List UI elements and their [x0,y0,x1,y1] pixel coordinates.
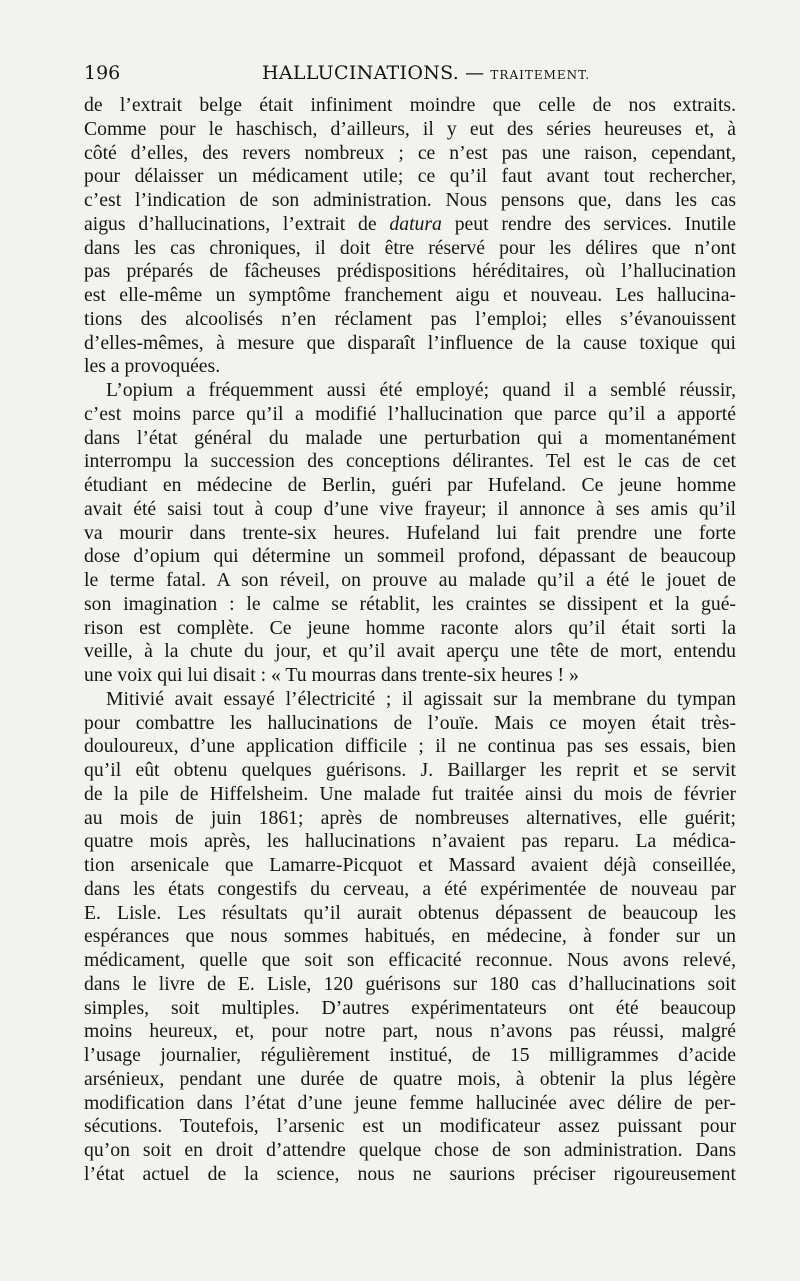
text-line: L’opium a fréquemment aussi été employé; quand il a semblé réussir, [106,379,736,401]
text-line: pour combattre les hallucinations de l’ouïe. Mais ce moyen était très- [84,711,736,734]
text-line: moins heureux, et, pour notre part, nous n’avons pas réussi, malgré [84,1020,736,1043]
text-line: le terme fatal. A son réveil, on prouve au malade qu’il a été le jouet de [84,569,736,591]
text-line: dans l’état général du malade une perturbation qui a momentanément [84,426,736,449]
text-line: qu’on soit en droit d’attendre quelque chose de son administration. Dans [84,1139,736,1161]
text-line: dans les états congestifs du cerveau, a été expérimentée de nouveau par [84,877,736,900]
text-line: c’est l’indication de son administration. Nous pensons que, dans les cas [84,189,736,211]
text-line: espérances que nous sommes habitués, en médecine, à fonder sur un [84,925,736,948]
text-line: Comme pour le haschisch, d’ailleurs, il y eut des séries heureuses et, à [84,117,736,140]
text-line: interrompu la succession des conceptions délirantes. Tel est le cas de cet [84,450,736,473]
text-line: rison est complète. Ce jeune homme raconte alors qu’il était sorti la [84,616,736,639]
text-line: qu’il eût obtenu quelques guérisons. J. Baillarger les reprit et se servit [84,759,736,781]
title-dash: — [465,62,485,84]
italic-term: datura [389,212,442,235]
text-line: dans le livre de E. Lisle, 120 guérisons sur 180 cas d’hallucinations soit [84,972,736,995]
text-line: étudiant en médecine de Berlin, guéri par Hufeland. Ce jeune homme [84,474,736,496]
text-line: avait été saisi tout à coup d’une vive frayeur; il annonce à ses amis qu’il [84,497,736,520]
text-line: au mois de juin 1861; après de nombreuses alternatives, elle guérit; [84,806,736,829]
text-line: de la pile de Hiffelsheim. Une malade fut traitée ainsi du mois de février [84,782,736,805]
text-line: quatre mois après, les hallucinations n’avaient pas reparu. La médica- [84,830,736,853]
text-line: c’est moins parce qu’il a modifié l’hallucination que parce qu’il a apporté [84,402,736,425]
text-line: modification dans l’état d’une jeune femme hallucinée avec délire de per- [84,1091,736,1114]
text-line: E. Lisle. Les résultats qu’il aurait obtenus dépassent de beaucoup les [84,901,736,924]
text-line: une voix qui lui disait : « Tu mourras dans trente-six heures ! » [84,664,579,686]
text-line: dose d’opium qui détermine un sommeil profond, dépassant de beaucoup [84,545,736,568]
text-segment: aigus d’hallucinations, l’extrait de [84,212,390,235]
text-line: Mitivié avait essayé l’électricité ; il agissait sur la membrane du tympan [106,687,736,710]
text-line: tions des alcoolisés n’en réclament pas l’emploi; elles s’évanouissent [84,307,736,330]
running-title [262,60,590,88]
running-title-main: HALLUCINATIONS. [262,62,460,84]
text-line: veille, à la chute du jour, et qu’il avait aperçu une tête de mort, entendu [84,640,736,663]
text-line: tion arsenicale que Lamarre-Picquot et Massard avaient déjà conseillée, [84,854,736,876]
text-line: l’état actuel de la science, nous ne saurions préciser rigoureusement [84,1162,736,1185]
text-line: l’usage journalier, régulièrement institué, de 15 milligrammes d’acide [84,1044,736,1066]
body-text [84,94,736,1187]
text-line: son imagination : le calme se rétablit, les craintes se dissipent et la gué- [84,592,736,615]
text-line: arsénieux, pendant une durée de quatre mois, à obtenir la plus légère [84,1067,736,1090]
text-segment: peut rendre des services. Inutile [441,212,737,235]
text-line: sécutions. Toutefois, l’arsenic est un modificateur assez puissant pour [84,1115,736,1138]
text-line: est elle-même un symptôme franchement aigu et nouveau. Les hallucina- [84,284,736,306]
text-line: d’elles-mêmes, à mesure que disparaît l’influence de la cause toxique qui [84,331,736,354]
text-line: les a provoquées. [84,355,221,378]
text-line: va mourir dans trente-six heures. Hufeland lui fait prendre une forte [84,521,736,544]
page-number: 196 [84,62,121,84]
text-line: pour délaisser un médicament utile; ce qu’il faut avant tout rechercher, [84,165,736,188]
text-line: dans les cas chroniques, il doit être réservé pour les délires que n’ont [84,236,736,259]
page-header [84,60,740,86]
text-line: simples, soit multiples. D’autres expérimentateurs ont été beaucoup [84,996,736,1019]
text-line: côté d’elles, des revers nombreux ; ce n’est pas une raison, cependant, [84,141,736,164]
text-line [84,213,736,237]
text-line: pas préparés de fâcheuses prédispositions héréditaires, où l’hallucination [84,260,736,283]
text-line: douloureux, d’une application difficile ; il ne continua pas ses essais, bien [84,735,736,758]
text-line: médicament, quelle que soit son efficacité reconnue. Nous avons relevé, [84,949,736,971]
running-title-subtitle: TRAITEMENT. [490,68,591,82]
text-line: de l’extrait belge était infiniment moindre que celle de nos extraits. [84,94,736,116]
